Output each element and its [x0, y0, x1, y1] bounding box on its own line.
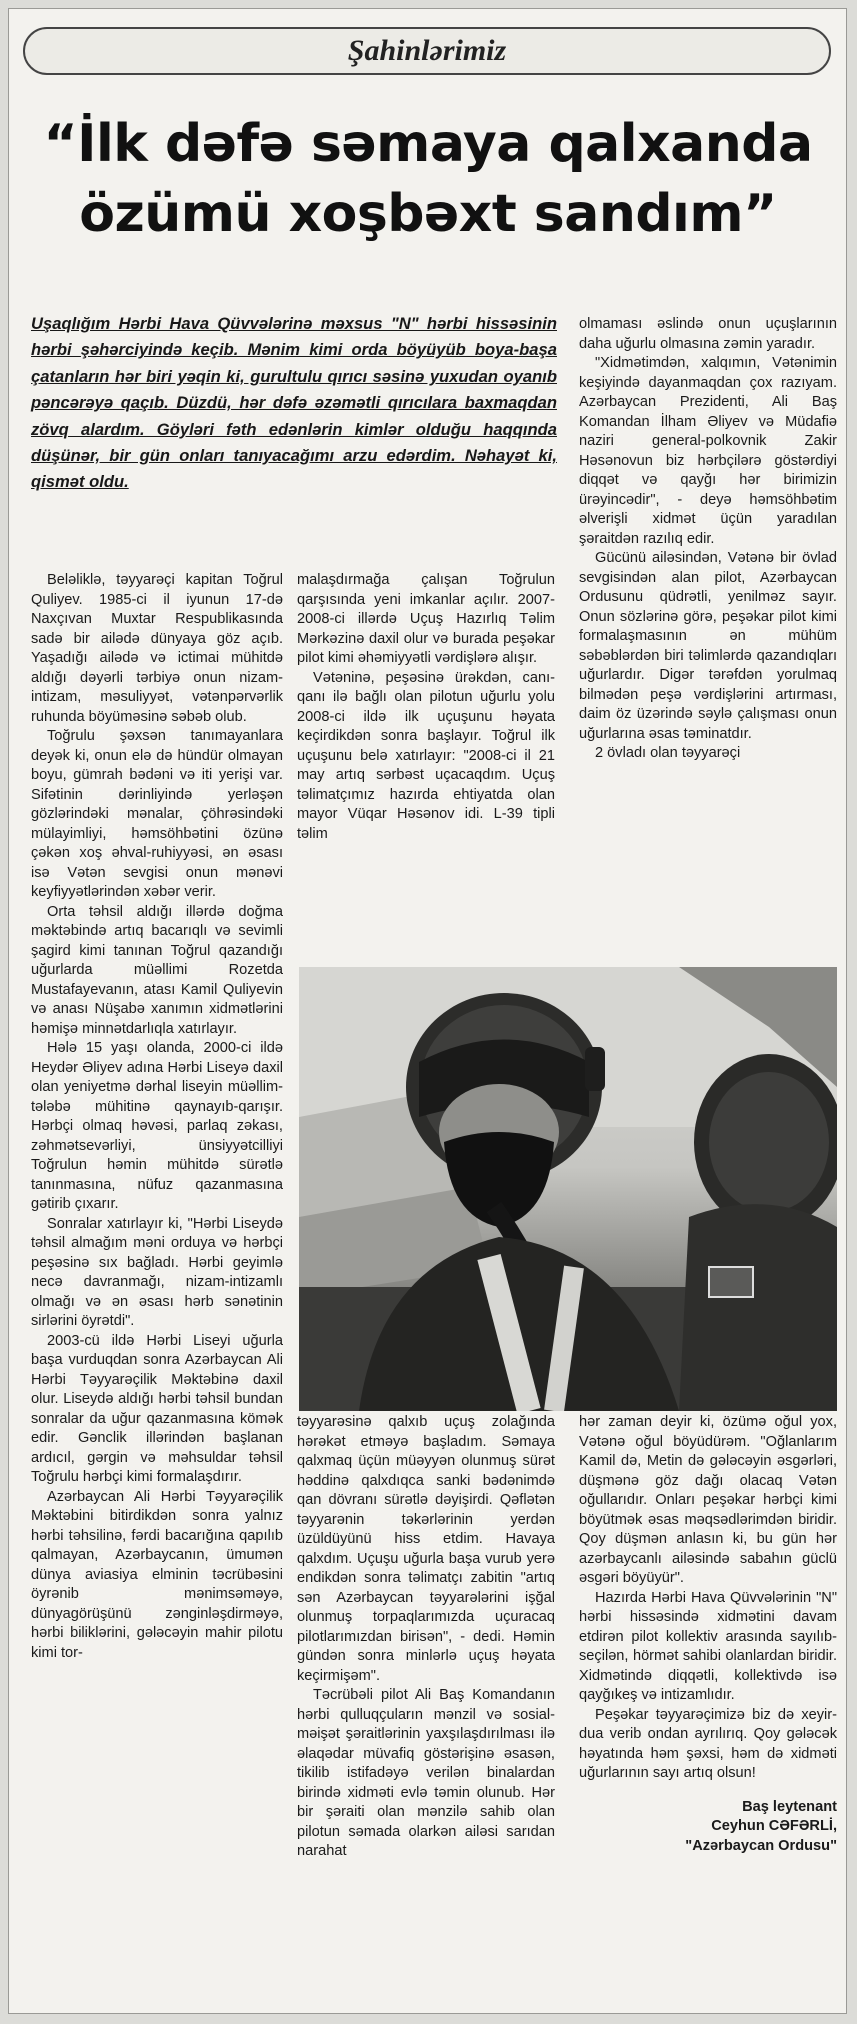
column-2	[297, 571, 555, 844]
paragraph: təyyarəsinə qalxıb uçuş zolağında hərəkət etməyə başladım. Səmaya qalxmaq üçün müəyyən olunmuş sürət həddinə qalxdıqca sanki bədənimdə qan dövranı sürətlə dəyişirdi. Qəflətən təyyarənin təkərlərinin yerdən üzüldüyünü hiss etdim. Havaya qalxdım. Uçuşu uğurla başa vurub yerə endikdən sonra təlimatçı zabitin "artıq sən Azərbaycan təyyarələrini işğal olunmuş torpaqlarımızda uçuracaq pilotlarımızdan birisən", - dedi. Həmin gündən sonra minlərlə uçuş həyata keçirmişəm".	[297, 1414, 555, 1684]
paragraph: Sonralar xatırlayır ki, "Hərbi Liseydə təhsil almağım məni orduya və hərbçi peşəsinə sıx bağladı. Hərbi geyimlə necə davranmağı, nizam-intizamlı olmağı və ən əsası hərb sənətinin sirlərini öyrətdi".	[31, 1215, 283, 1329]
paragraph: 2003-cü ildə Hərbi Liseyi uğurla başa vurduqdan sonra Azərbaycan Ali Hərbi Təyyarəçilik Məktəbinə daxil olur. Liseydə aldığı hərbi təhsil bundan sonralar da uğur qazanmasına kömək edir. Gənclik illərindən başlanan ardıcıl, gərgin və məhsuldar təhsil Toğrulu hərbçi kimi formalaşdırır.	[31, 1332, 283, 1485]
paragraph: Gücünü ailəsindən, Vətənə bir övlad sevgisindən alan pilot, Azərbaycan Ordusunu qüdrətli, yenilməz sayır. Onun sözlərinə görə, peşəkar pilot kimi formalaşmasının ən mühüm səbəblərdən biri təlimlərdə qazandıqları uğurlardır. Digər tərəfdən yorulmaq bilmədən peşə vərdişlərini artırması, daim öz üzərində səylə çalışması onun uğurlarına əsas təminatdır.	[579, 550, 837, 742]
author-signature	[579, 1798, 837, 1857]
paragraph: Toğrulu şəxsən tanımayanlara deyək ki, onun elə də hündür olmayan boyu, gümrah bədəni və iti yerişi var. Sifətinin dərinliyində yerləşən gözlərindəki mənalar, çöhrəsindəki mülayimliyi, həmsöhbətini özünə çəkən xoş əhval-ruhiyyəsi, ən əsası isə Vətən sevgisi onun mənəvi keyfiyyətlərindən xəbər verir.	[31, 728, 283, 900]
pilot-photo	[299, 967, 837, 1411]
paragraph: Beləliklə, təyyarəçi kapitan Toğrul Quliyev. 1985-ci il iyunun 17-də Naxçıvan Muxtar Respublikasında sadə bir ailədə dünyaya göz açıb. Yaşadığı ailədə və ictimai mühitdə aldığı dəyərli tərbiyə onun nizam-intizam, məsuliyyət, vətənpərvərlik ruhunda böyüməsinə səbəb olub.	[31, 572, 283, 725]
article-headline	[19, 109, 837, 249]
author-rank: Baş leytenant	[742, 1798, 837, 1815]
paragraph: Vətəninə, peşəsinə ürəkdən, canı-qanı ilə bağlı olan pilotun uğurlu yolu 2008-ci ildə ilk uçuşunu həyata keçirdikdən sonra başlayır. Toğrul ilk uçuşunu belə xatırlayır: "2008-ci il 21 may artıq sərbəst uçacaqdım. Uçuş təlimatçımız hazırda ehtiyatda olan mayor Vüqar Həsənov idi. L-39 tipli təlim	[297, 669, 555, 842]
paragraph: Hazırda Hərbi Hava Qüvvələrinin "N" hərbi hissəsində xidmətini davam etdirən pilot kollektiv arasında sayılıb-seçilən, hörmət sahibi olanlardan biridir. Xidmətində diqqətli, kollektivdə isə qayğıkeş və intizamlıdır.	[579, 1589, 837, 1703]
column-1	[31, 571, 283, 1663]
paragraph: 2 övladı olan təyyarəçi	[595, 745, 741, 761]
headline-line-1: “İlk dəfə səmaya qalxanda	[43, 114, 813, 174]
paragraph: Azərbaycan Ali Hərbi Təyyarəçilik Məktəbini bitirdikdən sonra yalnız hərbi təhsilinə, fərdi bacarığına qapılıb qalmayan, Azərbaycanın, ümumən dünya aviasiya elminin təcrübəsini öyrənib mənimsəməyə, dünyagörüşünü zənginləşdirməyə, hərbi biliklərini, gələcəyin mahir pilotu kimi tor-	[31, 1488, 283, 1661]
paragraph: "Xidmətimdən, xalqımın, Vətənimin keşiyində dayanmaqdan çox razıyam. Azərbaycan Prezidenti, Ali Baş Komandan İlham Əliyev və Müdafiə naziri general-polkovnik Zakir Həsənovun biz hərbçilərə göstərdiyi diqqət və qayğı hər birimizin ürəyincədir", - deyə həmsöhbətim əlverişli xidmət üçün yaradılan şəraitdən razılıq edir.	[579, 355, 837, 547]
paragraph: Peşəkar təyyarəçimizə biz də xeyir-dua verib ondan ayrılırıq. Qoy gələcək həyatında həm şəxsi, həm də xidməti uğurlarının sayı artıq olsun!	[579, 1706, 837, 1781]
publication-name: "Azərbaycan Ordusu"	[685, 1837, 837, 1854]
article-lead: Uşaqlığım Hərbi Hava Qüvvələrinə məxsus "N" hərbi hissəsinin hərbi şəhərciyində keçib. Mənim kimi orda böyüyüb boya-başa çatanların hər biri yəqin ki, gurultulu qırıcı səsinə yuxudan oyanıb pəncərəyə qaçıb. Düzdü, hər dəfə əzəmətli qırıcılara baxmaqdan zövq alardım. Göyləri fəth edənlərin kimlər olduğu haqqında düşünər, bir gün onları tanıyacağımı arzu edərdim. Nəhayət ki, qismət oldu.	[31, 314, 557, 492]
paragraph: hər zaman deyir ki, özümə oğul yox, Vətənə oğul böyüdürəm. "Oğlanlarım Kamil də, Metin də gələcəyin əsgərləri, düşmənə göz dağı olacaq Vətən oğullarıdır. Onları peşəkar hərbçi kimi böyütmək əsas məqsədlərimdən biridir. Qoy düşmən anlasın ki, bu gün hər azərbaycanlı ailəsində sabahın güclü əsgəri böyüyür".	[579, 1414, 837, 1586]
paragraph: Təcrübəli pilot Ali Baş Komandanın hərbi qulluqçuların mənzil və sosial-məişət şəraitlərinin yaxşılaşdırılması ilə əlaqədar müvafiq göstərişinə əsasən, tikilib istifadəyə verilən binalardan birində xidməti evlə təmin olunub. Hər bir şəraiti olan mənzilə sahib olan pilotun səmada olarkən ailəsi sarıdan narahat	[297, 1687, 555, 1859]
section-rubric	[23, 27, 831, 75]
paragraph: malaşdırmağa çalışan Toğrulun qarşısında yeni imkanlar açılır. 2007-2008-ci illərdə Uçuş Hazırlıq Təlim Mərkəzinə daxil olur və burada peşəkar pilot kimi əhəmiyyətli vərdişlərə alışır.	[297, 572, 555, 666]
paragraph: Hələ 15 yaşı olanda, 2000-ci ildə Heydər Əliyev adına Hərbi Liseyə daxil olan yeniyetmə dərhal liseyin müəllim-tələbə mühitinə qaynayıb-qarışır. Hərbçi olmaq həvəsi, parlaq zəkası, zəhmətsevərliyi, ünsiyyətcilliyi Toğrulun həmin mühitdə sürətlə tanınmasına, nüfuz qazanmasına gətirib çıxarır.	[31, 1040, 283, 1212]
author-name: Ceyhun CƏFƏRLİ,	[711, 1818, 837, 1834]
headline-line-2: özümü xoşbəxt sandım”	[79, 184, 777, 244]
newspaper-page	[8, 8, 847, 2014]
rubric-title: Şahinlərimiz	[347, 34, 507, 67]
paragraph: Orta təhsil aldığı illərdə doğma məktəbində artıq bacarıqlı və sevimli şagird kimi tanınan Toğrul qazandığı uğurlarda müəllimi Rozetda Mustafayevanın, atası Kamil Quliyevin və anası Nüşabə xanımın xidmətlərini həmişə minnətdarlıqla xatırlayır.	[31, 903, 283, 1037]
column-4	[297, 1413, 555, 1862]
column-3	[579, 315, 837, 764]
paragraph: olmaması əslində onun uçuşlarının daha uğurlu olmasına zəmin yaradır.	[579, 316, 837, 352]
column-5	[579, 1413, 837, 1856]
pilot-in-cockpit-illustration	[299, 967, 837, 1411]
